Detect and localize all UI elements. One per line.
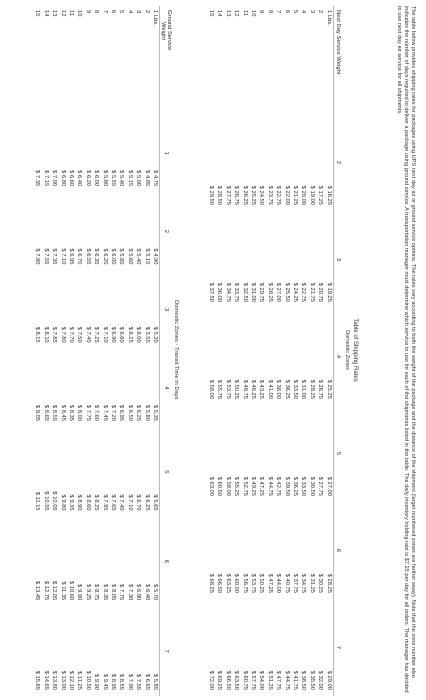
rate-cell: $ 6.20 xyxy=(101,248,108,265)
ground-rate-row xyxy=(67,6,75,696)
rate-cell: $ 7.95 xyxy=(101,494,108,511)
weight-cell: 3 xyxy=(135,10,142,14)
rate-cell: $ 11.25 xyxy=(76,671,83,690)
rate-cell: $ 6.70 xyxy=(76,248,83,265)
rate-cell: $ 25.25 xyxy=(325,379,332,399)
weight-cell: 3 xyxy=(308,10,315,14)
table2-zone-header: 7 xyxy=(160,606,173,696)
rate-cell: $ 7.10 xyxy=(126,494,133,511)
next-day-rate-row xyxy=(274,6,282,696)
rate-cell: $ 6.50 xyxy=(126,404,133,421)
rate-cell: $ 6.60 xyxy=(67,170,74,187)
rate-cell: $ 12.10 xyxy=(67,670,74,690)
rate-cell: $ 69.25 xyxy=(216,670,223,690)
rate-cell: $ 54.00 xyxy=(258,670,265,690)
rate-cell: $ 44.00 xyxy=(275,573,282,593)
ground-rates-table xyxy=(33,6,172,696)
rate-cell: $ 7.10 xyxy=(59,248,66,265)
rate-cell: $ 24.50 xyxy=(258,185,265,205)
table2-weight-header-line1: Ground Service xyxy=(166,10,172,51)
weight-cell: 12 xyxy=(233,10,240,17)
rate-cell: $ 4.90 xyxy=(152,248,158,265)
weight-cell: 11 xyxy=(241,10,248,17)
table2-weight-header xyxy=(160,6,173,114)
rate-cell: $ 13.00 xyxy=(59,670,66,690)
rate-cell: $ 25.50 xyxy=(283,282,290,302)
weight-cell: 2 xyxy=(317,10,324,14)
rate-cell: $ 10.50 xyxy=(84,670,91,690)
rate-cell: $ 10.55 xyxy=(42,491,49,511)
rate-cell: $ 60.75 xyxy=(241,670,248,690)
rate-cell: $ 37.75 xyxy=(291,573,298,593)
next-day-rate-row xyxy=(215,6,223,696)
rate-cell: $ 8.55 xyxy=(51,404,58,421)
table1-zone-header: 6 xyxy=(333,502,342,599)
rate-cell: $ 22.75 xyxy=(275,185,282,205)
rate-cell: $ 7.40 xyxy=(118,494,125,511)
rate-cell: $ 6.90 xyxy=(135,584,142,601)
rate-cell: $ 7.50 xyxy=(76,326,83,343)
rate-cell: $ 57.75 xyxy=(249,670,256,690)
rate-cell: $ 7.65 xyxy=(109,494,116,511)
rate-cell: $ 20.75 xyxy=(317,282,324,302)
rate-cell: $ 26.75 xyxy=(317,379,324,399)
rate-cell: $ 24.25 xyxy=(291,282,298,302)
table2-weight-header-line2: Weight xyxy=(160,22,166,40)
rate-cell: $ 32.00 xyxy=(317,670,324,690)
rate-cell: $ 5.15 xyxy=(126,170,133,187)
weight-cell: 14 xyxy=(216,10,223,17)
rate-cell: $ 7.45 xyxy=(101,404,108,421)
ground-rate-row xyxy=(41,6,49,696)
rate-cell: $ 56.75 xyxy=(241,573,248,593)
rate-cell: $ 6.80 xyxy=(59,170,66,187)
rate-cell: $ 12.05 xyxy=(51,580,58,601)
weight-cell: 4 xyxy=(300,10,307,14)
rate-cell: $ 27.00 xyxy=(325,476,332,496)
rate-cell: $ 7.55 xyxy=(42,248,49,265)
next-day-rate-row xyxy=(232,6,240,696)
rate-cell: $ 22.00 xyxy=(283,185,290,205)
rate-cell: $ 12.75 xyxy=(42,580,49,601)
rate-cell: $ 10.60 xyxy=(67,580,74,601)
rate-cell: $ 34.75 xyxy=(224,282,231,302)
rate-cell: $ 9.25 xyxy=(84,584,91,601)
rate-cell: $ 60.00 xyxy=(233,573,240,593)
rate-cell: $ 5.35 xyxy=(152,404,158,421)
table1-body xyxy=(207,6,334,696)
rate-cell: $ 9.05 xyxy=(34,404,41,421)
next-day-rate-row xyxy=(207,6,215,696)
rate-cell: $ 27.75 xyxy=(224,185,231,205)
rate-cell: $ 55.25 xyxy=(233,476,240,496)
rate-cell: $ 28.25 xyxy=(325,573,332,593)
next-day-rate-row xyxy=(307,6,315,696)
ground-rate-row xyxy=(50,6,58,696)
rate-cell: $ 9.90 xyxy=(76,584,83,601)
table1-zone-header: 4 xyxy=(333,308,342,405)
rate-cell: $ 52.75 xyxy=(241,476,248,496)
rate-cell: $ 53.75 xyxy=(224,379,231,399)
rate-cell: $ 29.75 xyxy=(258,282,265,302)
rate-cell: $ 33.50 xyxy=(291,379,298,399)
rate-cell: $ 63.50 xyxy=(233,670,240,690)
rate-cell: $ 9.80 xyxy=(59,494,66,511)
rate-cell: $ 6.90 xyxy=(109,326,116,343)
rate-cell: $ 5.80 xyxy=(143,404,150,421)
rate-cell: $ 28.50 xyxy=(216,185,223,205)
rate-cell: $ 6.95 xyxy=(118,404,125,421)
weight-cell: 13 xyxy=(224,10,231,17)
table2-header-row xyxy=(160,6,173,696)
rate-cell: $ 5.15 xyxy=(143,248,150,265)
rate-cell: $ 19.00 xyxy=(308,185,315,205)
rate-cell: $ 8.90 xyxy=(76,494,83,511)
rate-cell: $ 8.15 xyxy=(34,326,41,343)
rate-cell: $ 6.40 xyxy=(76,170,83,187)
rate-cell: $ 8.00 xyxy=(76,404,83,421)
rate-cell: $ 15.65 xyxy=(34,670,41,690)
rate-cell: $ 7.35 xyxy=(34,170,41,187)
table1-zone-header: 5 xyxy=(333,405,342,502)
rate-cell: $ 7.80 xyxy=(59,326,66,343)
ground-rate-row xyxy=(58,6,66,696)
ground-rate-row xyxy=(109,6,117,696)
rate-cell: $ 6.70 xyxy=(135,494,142,511)
rate-cell: $ 6.65 xyxy=(143,673,150,690)
rate-cell: $ 6.20 xyxy=(84,170,91,187)
ground-rate-row xyxy=(142,6,150,696)
rate-cell: $ 7.30 xyxy=(126,584,133,601)
rate-cell: $ 7.75 xyxy=(84,404,91,421)
next-day-rate-row xyxy=(324,6,333,696)
rate-cell: $ 48.75 xyxy=(241,379,248,399)
weight-cell: 1 Lbs. xyxy=(325,10,332,26)
weight-cell: 6 xyxy=(283,10,290,14)
rate-cell: $ 6.00 xyxy=(109,248,116,265)
rate-cell: $ 8.60 xyxy=(84,494,91,511)
rate-cell: $ 14.65 xyxy=(42,670,49,690)
ground-rate-row xyxy=(134,6,142,696)
rate-cell: $ 28.25 xyxy=(266,282,273,302)
weight-cell: 5 xyxy=(291,10,298,14)
rate-cell: $ 7.70 xyxy=(67,326,74,343)
rate-cell: $ 20.00 xyxy=(300,185,307,205)
rate-cell: $ 6.55 xyxy=(84,248,91,265)
rate-cell: $ 4.75 xyxy=(152,170,158,187)
rate-cell: $ 6.25 xyxy=(126,326,133,343)
weight-cell: 12 xyxy=(59,10,66,17)
rate-cell: $ 19.25 xyxy=(325,282,332,302)
table2-zone-header: 3 xyxy=(160,271,173,349)
rate-cell: $ 7.15 xyxy=(42,170,49,187)
rate-cell: $ 9.90 xyxy=(93,673,100,690)
rate-cell: $ 47.25 xyxy=(266,573,273,593)
rate-cell: $ 13.45 xyxy=(34,580,41,601)
rate-cell: $ 5.55 xyxy=(143,326,150,343)
rate-cell: $ 47.25 xyxy=(258,476,265,496)
intro-paragraph: The table below provides shipping rates for packages using UPS next day air or ground service options. The rates vary according to both the weight of the package and the distance of the shipment (larger numbered zones are farther away). Note that the zone number also indicates the number of days required to deliver a package using ground service. A transportation manager must determine which service to use for each of the shipments listed in the table. The daily inventory holding rate is $7.25 per day for all orders. The manager has decided to use next day air service for all shipments. xyxy=(396,6,417,693)
rate-cell: $ 66.50 xyxy=(224,670,231,690)
rate-cell: $ 8.95 xyxy=(109,673,116,690)
rate-cell: $ 5.60 xyxy=(126,248,133,265)
rate-cell: $ 23.75 xyxy=(266,185,273,205)
rate-cell: $ 6.00 xyxy=(93,170,100,187)
next-day-rate-row xyxy=(249,6,257,696)
rate-cell: $ 4.85 xyxy=(143,170,150,187)
rate-cell: $ 6.40 xyxy=(143,584,150,601)
rate-cell: $ 5.00 xyxy=(135,170,142,187)
rate-cell: $ 42.75 xyxy=(275,476,282,496)
rate-cell: $ 11.35 xyxy=(59,581,66,601)
rate-cell: $ 27.75 xyxy=(317,476,324,496)
ground-rate-row xyxy=(100,6,108,696)
rate-cell: $ 10.05 xyxy=(51,491,58,511)
rate-cell: $ 33.75 xyxy=(233,282,240,302)
ground-rate-row xyxy=(92,6,100,696)
rate-cell: $ 44.75 xyxy=(283,670,290,690)
rate-cell: $ 7.00 xyxy=(51,170,58,187)
weight-cell: 5 xyxy=(118,10,125,14)
weight-cell: 10 xyxy=(76,10,83,17)
rate-cell: $ 63.25 xyxy=(224,573,231,593)
rate-cell: $ 21.25 xyxy=(291,185,298,205)
ground-rate-row xyxy=(33,6,41,696)
rate-cell: $ 5.80 xyxy=(118,248,125,265)
table2-zone-header: 5 xyxy=(160,427,173,517)
rate-cell: $ 50.25 xyxy=(233,379,240,399)
rate-cell: $ 7.60 xyxy=(93,404,100,421)
ground-rate-row xyxy=(151,6,160,696)
rate-cell: $ 47.75 xyxy=(275,670,282,690)
rate-cell: $ 66.50 xyxy=(216,573,223,593)
rate-cell: $ 7.85 xyxy=(51,326,58,343)
table1-header-row xyxy=(333,6,342,696)
table2-zone-header: 6 xyxy=(160,517,173,607)
rate-cell: $ 36.25 xyxy=(291,476,298,496)
rate-cell: $ 7.10 xyxy=(101,326,108,343)
next-day-rate-row xyxy=(265,6,273,696)
table2-body xyxy=(33,6,160,696)
rate-cell: $ 6.25 xyxy=(135,404,142,421)
rate-cell: $ 50.25 xyxy=(258,573,265,593)
rate-cell: $ 31.00 xyxy=(300,379,307,399)
rate-cell: $ 27.00 xyxy=(275,282,282,302)
rate-cell: $ 7.55 xyxy=(135,673,142,690)
rate-cell: $ 38.00 xyxy=(275,379,282,399)
rate-cell: $ 33.50 xyxy=(300,476,307,496)
weight-cell: 8 xyxy=(266,10,273,14)
rate-cell: $ 58.00 xyxy=(224,476,231,496)
rate-cell: $ 5.70 xyxy=(152,584,158,601)
rate-cell: $ 29.00 xyxy=(325,670,332,690)
rate-cell: $ 32.50 xyxy=(241,282,248,302)
rate-cell: $ 46.25 xyxy=(249,379,256,399)
rate-cell: $ 40.75 xyxy=(283,573,290,593)
rate-cell: $ 13.80 xyxy=(51,670,58,690)
rate-cell: $ 31.25 xyxy=(308,573,315,593)
table1-zone-header: 3 xyxy=(333,211,342,308)
rate-cell: $ 6.00 xyxy=(135,326,142,343)
table1-zone-header: 2 xyxy=(333,114,342,211)
rate-cell: $ 51.25 xyxy=(266,670,273,690)
rate-cell: $ 38.50 xyxy=(300,670,307,690)
rate-cell: $ 8.10 xyxy=(42,326,49,343)
rate-cell: $ 8.25 xyxy=(93,494,100,511)
rate-cell: $ 17.25 xyxy=(317,185,324,205)
rate-cell: $ 26.75 xyxy=(233,185,240,205)
rate-cell: $ 5.40 xyxy=(135,248,142,265)
rate-cell: $ 37.50 xyxy=(207,282,214,302)
next-day-rate-row xyxy=(257,6,265,696)
rate-cell: $ 30.25 xyxy=(317,573,324,593)
rate-cell: $ 35.50 xyxy=(308,670,315,690)
rate-cell: $ 5.20 xyxy=(152,326,158,343)
weight-cell: 6 xyxy=(109,10,116,14)
rate-cell: $ 7.40 xyxy=(84,326,91,343)
rate-cell: $ 8.35 xyxy=(101,584,108,601)
rate-cell: $ 8.35 xyxy=(67,404,74,421)
table1-title: Table of Shipping Rates xyxy=(352,318,358,382)
weight-cell: 11 xyxy=(67,10,74,17)
rate-cell: $ 43.25 xyxy=(258,379,265,399)
table1-weight-header: Next Day Service Weight xyxy=(333,6,342,114)
rate-cell: $ 8.65 xyxy=(42,404,49,421)
rate-cell: $ 21.75 xyxy=(308,282,315,302)
rate-cell: $ 7.20 xyxy=(109,404,116,421)
rate-cell: $ 11.15 xyxy=(34,491,41,511)
next-day-rate-row xyxy=(291,6,299,696)
next-day-rate-row xyxy=(223,6,231,696)
rate-cell: $ 6.95 xyxy=(67,248,74,265)
rate-cell: $ 29.50 xyxy=(207,185,214,205)
rate-cell: $ 72.00 xyxy=(207,670,214,690)
rate-cell: $ 8.05 xyxy=(109,584,116,601)
table2-zone-header: 2 xyxy=(160,192,173,270)
weight-cell: 15 xyxy=(34,10,41,17)
next-day-rates-table xyxy=(207,6,343,696)
ground-rate-row xyxy=(75,6,83,696)
rate-cell: $ 5.65 xyxy=(152,494,158,511)
table2-zone-header: 4 xyxy=(160,349,173,427)
rate-cell: $ 6.25 xyxy=(143,494,150,511)
rate-cell: $ 7.90 xyxy=(126,673,133,690)
rate-cell: $ 68.25 xyxy=(207,573,214,593)
rate-cell: $ 25.25 xyxy=(249,185,256,205)
rate-cell: $ 34.75 xyxy=(300,573,307,593)
next-day-rate-row xyxy=(282,6,290,696)
rate-cell: $ 7.75 xyxy=(118,584,125,601)
rate-cell: $ 9.35 xyxy=(67,494,74,511)
weight-cell: 9 xyxy=(84,10,91,14)
ground-rate-row xyxy=(125,6,133,696)
next-day-rate-row xyxy=(240,6,248,696)
weight-cell: 14 xyxy=(42,10,49,17)
weight-cell: 8 xyxy=(93,10,100,14)
rate-cell: $ 55.75 xyxy=(216,379,223,399)
ground-rate-row xyxy=(83,6,91,696)
weight-cell: 13 xyxy=(51,10,58,17)
weight-cell: 15 xyxy=(207,10,214,17)
rate-cell: $ 28.25 xyxy=(308,379,315,399)
table2-zone-header: 1 xyxy=(160,114,173,192)
rate-cell: $ 5.85 xyxy=(152,673,158,690)
weight-cell: 1 Lbs. xyxy=(152,10,158,26)
rate-cell: $ 53.75 xyxy=(249,573,256,593)
rate-cell: $ 44.75 xyxy=(266,476,273,496)
rate-cell: $ 36.25 xyxy=(283,379,290,399)
rate-cell: $ 63.00 xyxy=(207,476,214,496)
weight-cell: 2 xyxy=(143,10,150,14)
rate-cell: $ 31.00 xyxy=(249,282,256,302)
rate-cell: $ 16.25 xyxy=(325,185,332,205)
rate-cell: $ 26.25 xyxy=(241,185,248,205)
weight-cell: 4 xyxy=(126,10,133,14)
rate-cell: $ 60.50 xyxy=(216,476,223,496)
rate-cell: $ 5.55 xyxy=(109,170,116,187)
ground-rate-row xyxy=(117,6,125,696)
weight-cell: 7 xyxy=(275,10,282,14)
rate-cell: $ 8.75 xyxy=(93,584,100,601)
rate-cell: $ 41.75 xyxy=(291,670,298,690)
rate-cell: $ 58.00 xyxy=(207,379,214,399)
next-day-rate-row xyxy=(316,6,324,696)
rate-cell: $ 39.50 xyxy=(283,476,290,496)
rate-cell: $ 36.00 xyxy=(216,282,223,302)
weight-cell: 9 xyxy=(258,10,265,14)
rate-cell: $ 5.40 xyxy=(118,170,125,187)
rate-cell: $ 41.00 xyxy=(266,379,273,399)
rate-cell: $ 5.80 xyxy=(101,170,108,187)
rate-cell: $ 22.75 xyxy=(300,282,307,302)
rate-cell: $ 6.60 xyxy=(118,326,125,343)
rate-cell: $ 7.25 xyxy=(93,326,100,343)
rate-cell: $ 8.55 xyxy=(118,673,125,690)
table2-title: Domestic Zones - Transit Time in Days xyxy=(173,300,179,400)
weight-cell: 10 xyxy=(249,10,256,17)
rate-cell: $ 49.25 xyxy=(249,476,256,496)
next-day-rate-row xyxy=(299,6,307,696)
table1-subtitle: Domestic Zones xyxy=(344,330,350,370)
table1-zone-header: 7 xyxy=(333,599,342,696)
rate-cell: $ 6.35 xyxy=(93,248,100,265)
rate-cell: $ 9.45 xyxy=(101,673,108,690)
weight-cell: 7 xyxy=(101,10,108,14)
rate-cell: $ 30.50 xyxy=(308,476,315,496)
rate-cell: $ 8.45 xyxy=(59,404,66,421)
rate-cell: $ 7.35 xyxy=(51,248,58,265)
rate-cell: $ 7.80 xyxy=(34,248,41,265)
